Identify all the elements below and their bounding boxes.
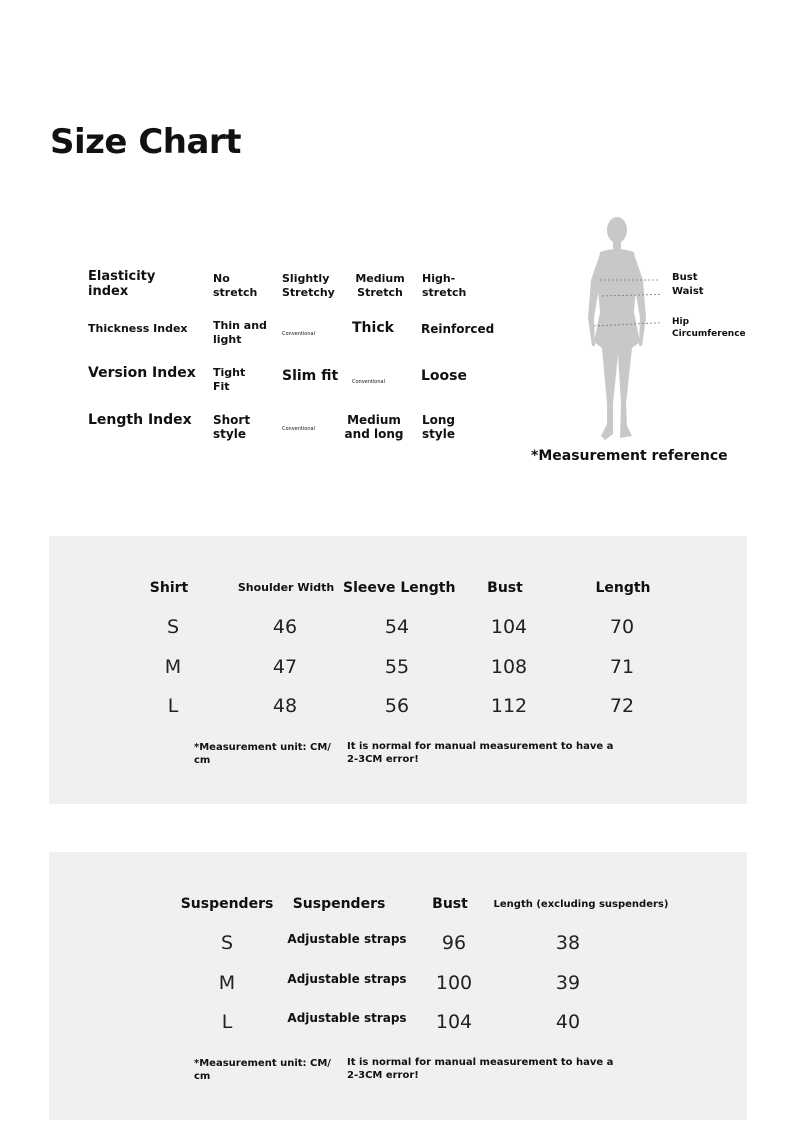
measurement-reference: *Measurement reference (531, 448, 728, 464)
table-cell: 112 (490, 695, 528, 717)
table-cell: 47 (272, 656, 298, 678)
index-option: Medium and long (344, 413, 404, 441)
table-cell: 100 (435, 972, 473, 994)
table-cell: 71 (609, 656, 635, 678)
table-cell: 38 (555, 932, 581, 954)
waist-label: Waist (672, 286, 704, 297)
table-cell: 108 (490, 656, 528, 678)
table-cell: 96 (441, 932, 467, 954)
index-option: Conventional (352, 379, 385, 385)
index-option: Long style (422, 413, 456, 441)
index-option: High-stretch (422, 272, 467, 299)
table-cell: 46 (272, 616, 298, 638)
table-header: Suspenders (292, 896, 386, 912)
index-option: Loose (421, 368, 467, 384)
index-option: Thick (352, 320, 394, 336)
table-cell: L (167, 695, 179, 717)
index-label-version: Version Index (88, 365, 196, 381)
table-header: Shirt (149, 580, 189, 596)
table-cell: M (164, 656, 182, 678)
index-option: Slim fit (282, 368, 339, 384)
index-option: Conventional (282, 331, 315, 337)
table-cell: 56 (384, 695, 410, 717)
suspenders-size-table (49, 852, 747, 1120)
table-cell: 55 (384, 656, 410, 678)
table-cell: 48 (272, 695, 298, 717)
table-header: Suspenders (180, 896, 274, 912)
table-cell: 40 (555, 1011, 581, 1033)
page-title: Size Chart (50, 122, 241, 162)
index-label-length: Length Index (88, 412, 192, 428)
measurement-error-note: It is normal for manual measurement to have a 2-3CM error! (347, 1057, 614, 1081)
table-cell: 70 (609, 616, 635, 638)
table-cell: M (218, 972, 236, 994)
index-option: Thin and light (213, 319, 267, 346)
body-figure-illustration (580, 214, 660, 446)
table-header: Length (excluding suspenders) (493, 899, 669, 910)
measurement-unit-note: *Measurement unit: CM/ cm (194, 742, 331, 766)
shirt-size-table (49, 536, 747, 804)
index-option: Conventional (282, 426, 315, 432)
table-header: Length (595, 580, 651, 596)
index-label-thickness: Thickness Index (88, 322, 188, 335)
table-cell: 39 (555, 972, 581, 994)
table-cell: S (220, 932, 234, 954)
table-header: Bust (487, 580, 523, 596)
measurement-error-note: It is normal for manual measurement to have a 2-3CM error! (347, 741, 614, 765)
index-label-elasticity: Elasticity index (88, 269, 156, 299)
bust-label: Bust (672, 272, 698, 283)
table-cell: 104 (435, 1011, 473, 1033)
table-header: Sleeve Length (343, 580, 456, 596)
index-option: Short style (213, 413, 251, 441)
table-cell: Adjustable straps (287, 972, 407, 986)
hip-label: Hip Circumference (672, 317, 746, 339)
table-cell: 54 (384, 616, 410, 638)
table-cell: 104 (490, 616, 528, 638)
index-option: Reinforced (421, 322, 495, 336)
table-header: Shoulder Width (237, 581, 335, 594)
index-option: Tight Fit (213, 366, 246, 393)
table-cell: L (221, 1011, 233, 1033)
index-option: No stretch (213, 272, 258, 299)
table-cell: Adjustable straps (287, 932, 407, 946)
index-option: Medium Stretch (355, 272, 405, 299)
measurement-unit-note: *Measurement unit: CM/ cm (194, 1058, 331, 1082)
index-option: Slightly Stretchy (282, 272, 335, 299)
table-cell: S (166, 616, 180, 638)
table-cell: 72 (609, 695, 635, 717)
table-cell: Adjustable straps (287, 1011, 407, 1025)
table-header: Bust (432, 896, 468, 912)
